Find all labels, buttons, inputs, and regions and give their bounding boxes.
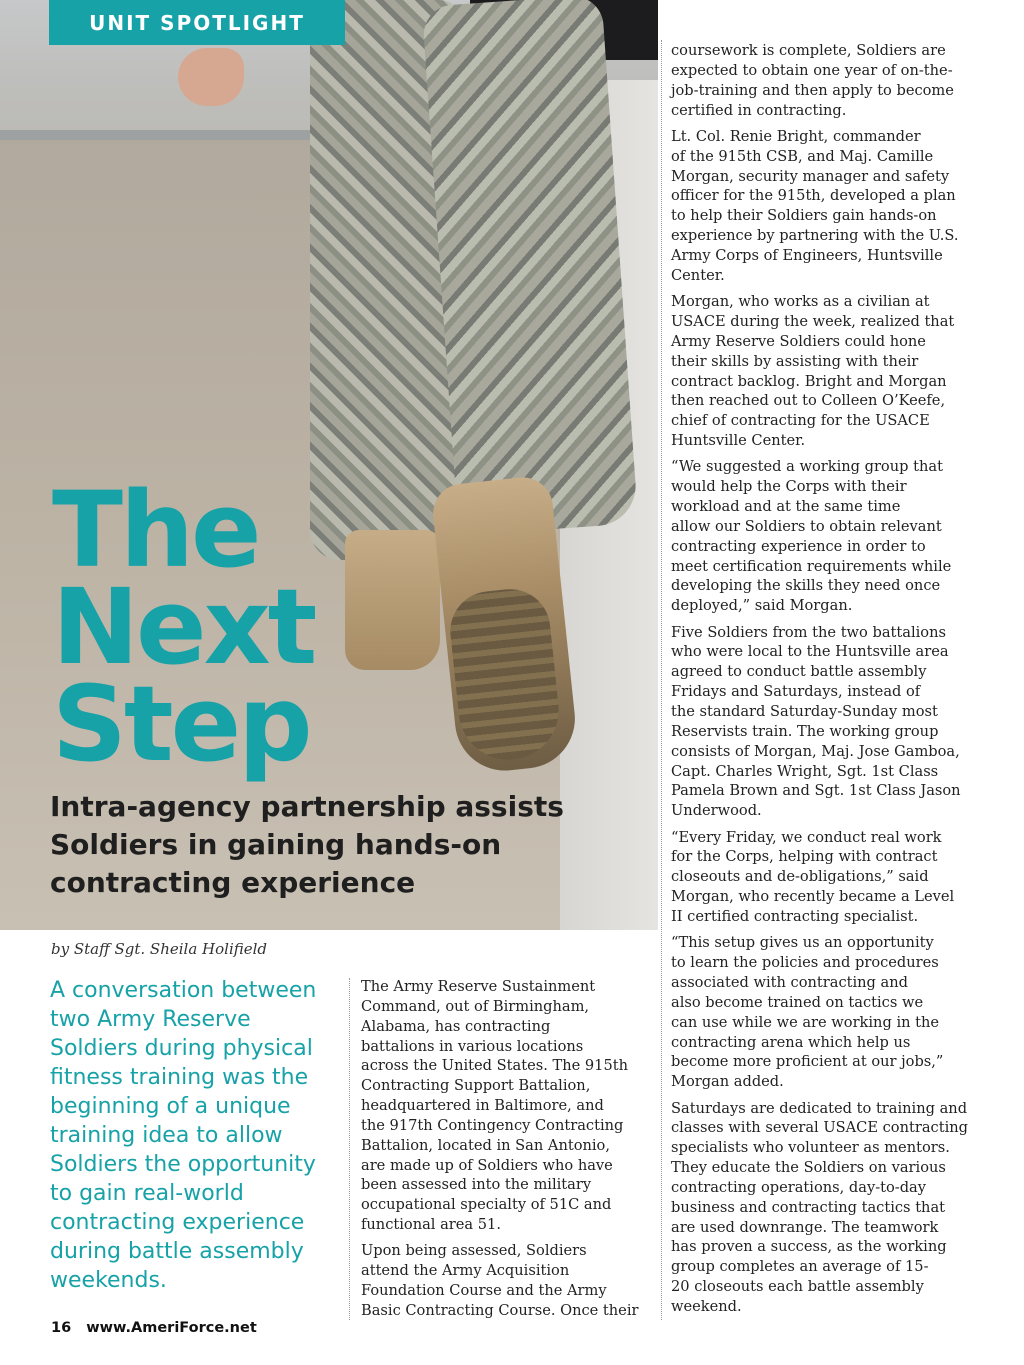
hand — [178, 48, 244, 106]
headline-line: Next — [52, 566, 315, 688]
body-line: allow our Soldiers to obtain relevant — [671, 517, 942, 535]
body-paragraph — [671, 933, 971, 1092]
body-line: been assessed into the military — [361, 1176, 592, 1194]
body-paragraph — [671, 127, 971, 286]
page-number: 16 — [51, 1320, 72, 1336]
body-line: contract backlog. Bright and Morgan — [671, 372, 947, 390]
body-line: Center. — [671, 266, 725, 284]
body-line: classes with several USACE contracting — [671, 1119, 968, 1137]
body-line: also become trained on tactics we — [671, 993, 924, 1011]
body-paragraph — [671, 828, 971, 927]
body-line: business and contracting tactics that — [671, 1198, 946, 1216]
body-line: meet certification requirements while — [671, 557, 952, 575]
body-line: “This setup gives us an opportunity — [671, 934, 934, 952]
body-line: to help their Soldiers gain hands-on — [671, 207, 937, 225]
body-line: Underwood. — [671, 802, 762, 820]
body-line: Huntsville Center. — [671, 432, 806, 450]
body-line: specialists who volunteer as mentors. — [671, 1139, 950, 1157]
body-line: The Army Reserve Sustainment — [361, 978, 596, 995]
byline: by Staff Sgt. Sheila Holifield — [51, 940, 268, 958]
body-line: associated with contracting and — [671, 973, 908, 991]
body-line: are made up of Soldiers who have — [361, 1156, 613, 1174]
body-line: who were local to the Huntsville area — [671, 643, 949, 661]
body-line: chief of contracting for the USACE — [671, 412, 930, 430]
intro-line: Soldiers during physical — [50, 1036, 313, 1061]
body-line: USACE during the week, realized that — [671, 312, 955, 330]
body-line: for the Corps, helping with contract — [671, 848, 938, 866]
body-line: the 917th Contingency Contracting — [361, 1116, 624, 1134]
body-line: group completes an average of 15- — [671, 1258, 929, 1276]
body-line: job-training and then apply to become — [671, 81, 954, 99]
column-divider — [349, 978, 350, 1320]
body-line: the standard Saturday-Sunday most — [671, 703, 938, 720]
body-line: Command, out of Birmingham, — [361, 997, 590, 1015]
body-line: Capt. Charles Wright, Sgt. 1st Class — [671, 762, 939, 780]
intro-line: contracting experience — [50, 1210, 305, 1235]
body-line: across the United States. The 915th — [361, 1057, 628, 1075]
body-line: II certified contracting specialist. — [671, 907, 919, 925]
body-line: expected to obtain one year of on-the- — [671, 61, 953, 79]
intro-paragraph — [50, 976, 340, 1295]
body-paragraph — [671, 623, 971, 821]
body-line: Battalion, located in San Antonio, — [361, 1136, 610, 1154]
body-line: “We suggested a working group that — [671, 458, 943, 476]
body-line: headquartered in Baltimore, and — [361, 1097, 604, 1115]
body-line: Basic Contracting Course. Once their — [361, 1302, 639, 1319]
headline-line: Step — [52, 663, 310, 785]
body-line: Five Soldiers from the two battalions — [671, 623, 946, 641]
body-line: of the 915th CSB, and Maj. Camille — [671, 147, 934, 165]
body-line: Lt. Col. Renie Bright, commander — [671, 127, 921, 145]
body-line: functional area 51. — [361, 1216, 501, 1234]
body-line: Fridays and Saturdays, instead of — [671, 683, 921, 701]
body-line: Contracting Support Battalion, — [361, 1077, 591, 1095]
body-line: experience by partnering with the U.S. — [671, 227, 959, 245]
intro-line: training idea to allow — [50, 1123, 283, 1148]
body-line: certified in contracting. — [671, 101, 847, 119]
body-line: has proven a success, as the working — [671, 1238, 947, 1256]
body-line: contracting arena which help us — [671, 1033, 911, 1051]
body-line: Alabama, has contracting — [361, 1017, 551, 1035]
body-line: coursework is complete, Soldiers are — [671, 42, 946, 59]
column-divider — [661, 40, 662, 1320]
body-line: Upon being assessed, Soldiers — [361, 1242, 587, 1260]
body-column-middle — [361, 977, 651, 1327]
body-line: become more proficient at our jobs,” — [671, 1053, 944, 1071]
body-line: are used downrange. The teamwork — [671, 1218, 939, 1236]
body-line: 20 closeouts each battle assembly — [671, 1278, 924, 1296]
body-line: battalions in various locations — [361, 1037, 584, 1055]
headline — [52, 469, 315, 785]
body-line: contracting operations, day-to-day — [671, 1178, 926, 1196]
body-line: workload and at the same time — [671, 498, 901, 516]
intro-line: during battle assembly — [50, 1239, 304, 1264]
intro-line: beginning of a unique — [50, 1094, 291, 1119]
intro-line: A conversation between — [50, 978, 317, 1003]
body-paragraph — [361, 977, 651, 1235]
page-footer — [51, 1320, 257, 1336]
headline-line: The — [52, 469, 259, 591]
subheadline-line: contracting experience — [50, 866, 416, 899]
body-line: deployed,” said Morgan. — [671, 597, 853, 615]
body-line: occupational specialty of 51C and — [361, 1196, 612, 1214]
body-line: agreed to conduct battle assembly — [671, 663, 927, 681]
body-paragraph — [361, 1241, 651, 1320]
intro-line: two Army Reserve — [50, 1007, 251, 1032]
subheadline — [50, 788, 610, 902]
body-line: Morgan, who recently became a Level — [671, 888, 955, 906]
body-line: closeouts and de-obligations,” said — [671, 868, 929, 886]
body-line: Morgan, who works as a civilian at — [671, 293, 930, 311]
body-line: Morgan added. — [671, 1073, 784, 1091]
section-banner: UNIT SPOTLIGHT — [49, 0, 345, 45]
intro-line: Soldiers the opportunity — [50, 1152, 316, 1177]
body-line: Foundation Course and the Army — [361, 1282, 607, 1300]
body-paragraph — [671, 1099, 971, 1317]
intro-line: weekends. — [50, 1268, 167, 1293]
body-line: attend the Army Acquisition — [361, 1262, 570, 1280]
body-paragraph — [671, 292, 971, 451]
body-column-right — [671, 41, 971, 1323]
body-line: contracting experience in order to — [671, 537, 926, 555]
body-line: “Every Friday, we conduct real work — [671, 828, 942, 846]
intro-line: to gain real-world — [50, 1181, 244, 1206]
body-line: Army Corps of Engineers, Huntsville — [671, 246, 943, 264]
body-line: They educate the Soldiers on various — [671, 1159, 946, 1177]
body-line: weekend. — [671, 1297, 742, 1315]
website-link[interactable]: www.AmeriForce.net — [86, 1320, 257, 1336]
body-line: Morgan, security manager and safety — [671, 167, 950, 185]
body-line: Reservists train. The working group — [671, 722, 939, 740]
body-line: consists of Morgan, Maj. Jose Gamboa, — [671, 742, 960, 760]
body-paragraph — [671, 457, 971, 616]
body-line: Army Reserve Soldiers could hone — [671, 332, 926, 350]
body-line: developing the skills they need once — [671, 577, 941, 595]
body-line: can use while we are working in the — [671, 1013, 940, 1031]
intro-line: fitness training was the — [50, 1065, 309, 1090]
body-line: their skills by assisting with their — [671, 352, 919, 370]
body-line: Pamela Brown and Sgt. 1st Class Jason — [671, 782, 961, 800]
body-line: then reached out to Colleen O’Keefe, — [671, 392, 946, 410]
body-line: officer for the 915th, developed a plan — [671, 187, 956, 205]
subheadline-line: Intra-agency partnership assists — [50, 790, 564, 823]
body-line: Saturdays are dedicated to training and — [671, 1099, 968, 1117]
boot-left — [345, 530, 440, 670]
subheadline-line: Soldiers in gaining hands-on — [50, 828, 502, 861]
body-paragraph — [671, 41, 971, 120]
body-line: to learn the policies and procedures — [671, 954, 939, 972]
camouflage-leg-right — [422, 0, 639, 536]
body-line: would help the Corps with their — [671, 478, 907, 496]
